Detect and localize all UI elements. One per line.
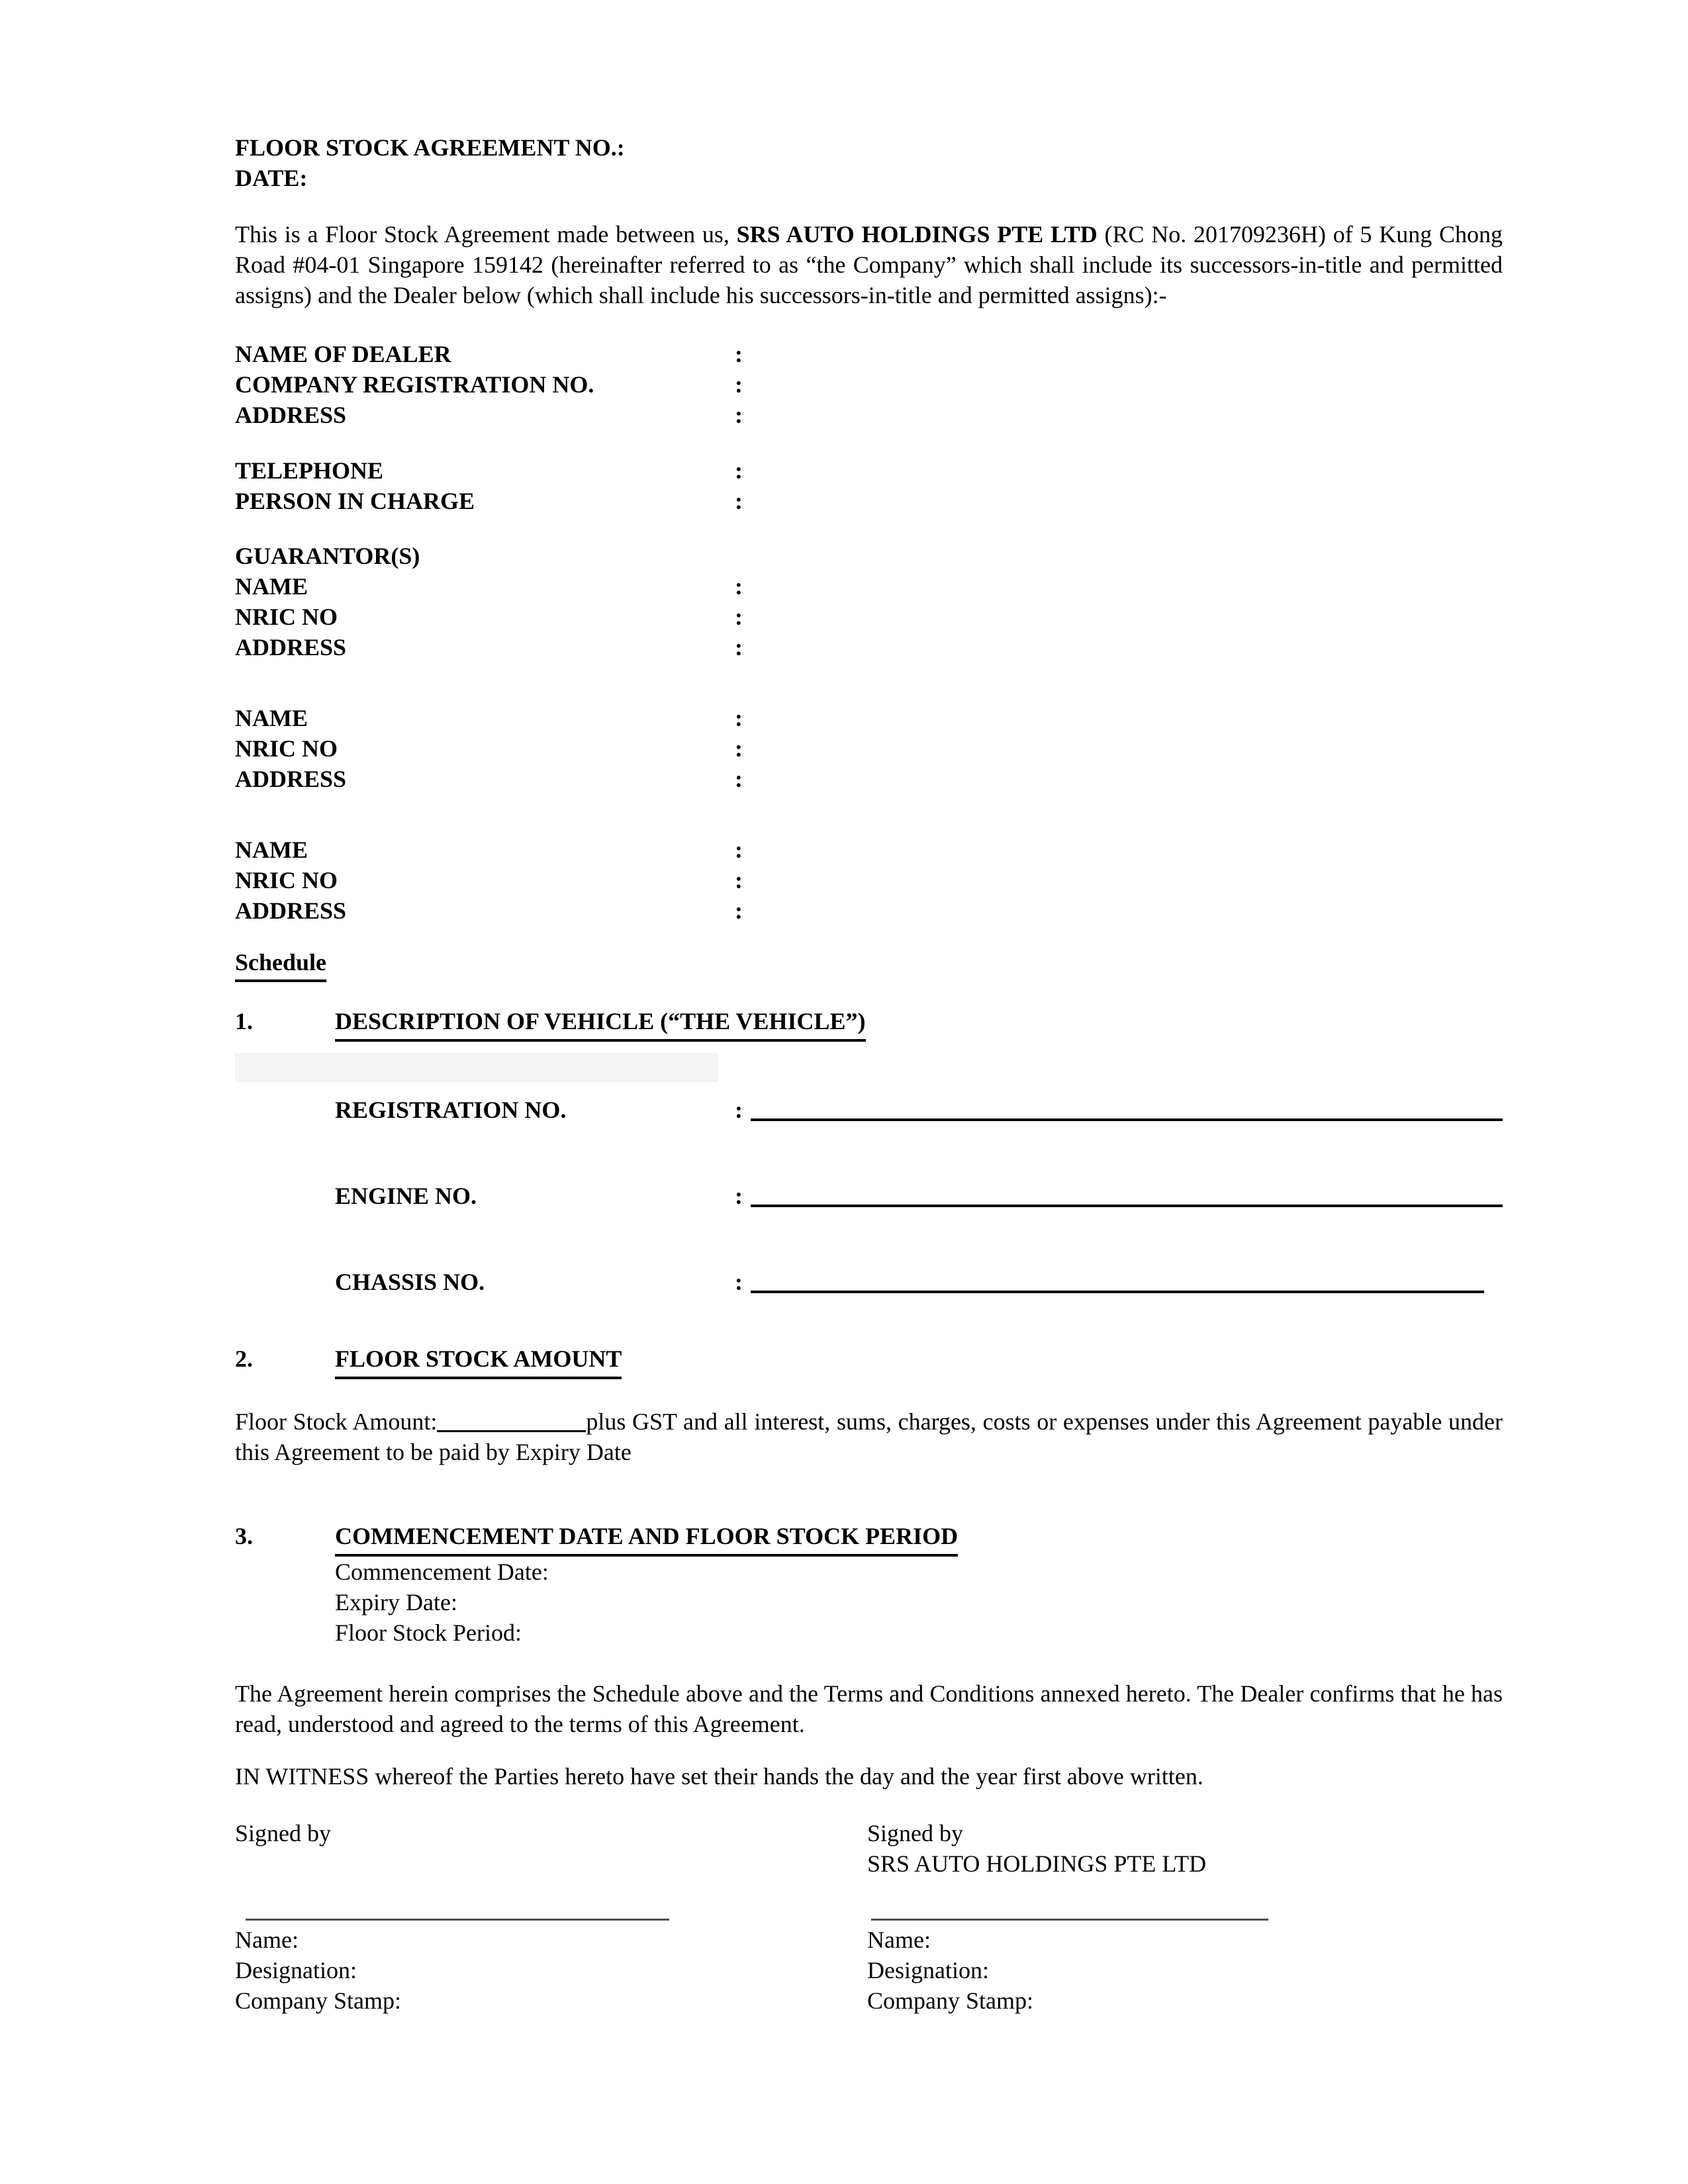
field-label: TELEPHONE [235, 457, 384, 484]
company-name-signature: SRS AUTO HOLDINGS PTE LTD [867, 1850, 1207, 1877]
colon: : [735, 341, 743, 367]
section-title: DESCRIPTION OF VEHICLE (“THE VEHICLE”) [335, 1006, 866, 1042]
colon: : [735, 457, 743, 484]
dealer-field-row [235, 400, 1503, 430]
guarantor-field-row [235, 703, 1503, 733]
guarantor-field-row [235, 632, 1503, 662]
signature-labels-row [235, 1925, 1503, 2016]
field-underline [751, 1095, 1503, 1121]
company-stamp-label: Company Stamp: [867, 1987, 1033, 2014]
field-label: ADDRESS [235, 897, 347, 924]
section-title: COMMENCEMENT DATE AND FLOOR STOCK PERIOD [335, 1521, 958, 1557]
guarantor-field-row [235, 571, 1503, 602]
guarantor-block [235, 835, 1503, 926]
dealer-field-row [235, 369, 1503, 400]
dealer-field-row [235, 339, 1503, 369]
signature-line-right [871, 1919, 1268, 1921]
dealer-field-row [235, 486, 1503, 516]
floor-stock-period-line: Floor Stock Period: [335, 1619, 522, 1646]
field-underline [751, 1267, 1484, 1293]
field-label: NAME [235, 573, 308, 600]
section-1-heading [235, 1006, 1503, 1042]
field-label: ADDRESS [235, 766, 347, 792]
colon: : [735, 766, 743, 792]
signed-by-right [867, 1818, 1503, 1879]
colon: : [735, 867, 743, 893]
vehicle-field-row [335, 1181, 1503, 1211]
guarantor-field-row [235, 733, 1503, 764]
colon: : [735, 735, 743, 762]
field-label: CHASSIS NO. [335, 1269, 485, 1295]
section-title: FLOOR STOCK AMOUNT [335, 1343, 622, 1379]
field-label: NRIC NO [235, 735, 338, 762]
date-line: DATE: [235, 165, 308, 191]
intro-pre: This is a Floor Stock Agreement made between us, [235, 221, 737, 248]
commencement-date-line: Commencement Date: [335, 1559, 549, 1585]
field-label: ENGINE NO. [335, 1183, 477, 1209]
floor-stock-amount-paragraph [235, 1406, 1503, 1467]
name-label: Name: [867, 1927, 931, 1953]
signed-by-row [235, 1818, 1503, 1879]
field-label: ADDRESS [235, 634, 347, 660]
guarantor-field-row [235, 865, 1503, 895]
colon: : [735, 897, 743, 924]
schedule-heading: Schedule [235, 947, 326, 982]
agreement-no-line: FLOOR STOCK AGREEMENT NO.: [235, 134, 625, 161]
section-2-heading [235, 1343, 1503, 1379]
signed-by-left: Signed by [235, 1820, 332, 1846]
field-label: COMPANY REGISTRATION NO. [235, 371, 594, 398]
colon: : [735, 1269, 743, 1295]
signature-lines-row [235, 1919, 1503, 1921]
colon: : [735, 573, 743, 600]
colon: : [735, 1183, 743, 1209]
redacted-area [235, 1053, 718, 1082]
field-underline [751, 1181, 1503, 1207]
field-label: NAME [235, 837, 308, 863]
dealer-field-row [235, 455, 1503, 486]
vehicle-field-row [335, 1267, 1503, 1297]
amount-label: Floor Stock Amount: [235, 1408, 438, 1435]
designation-label: Designation: [867, 1957, 989, 1983]
section-number: 2. [235, 1345, 253, 1372]
guarantor-field-row [235, 764, 1503, 794]
colon: : [735, 634, 743, 660]
company-stamp-label: Company Stamp: [235, 1987, 401, 2014]
vehicle-field-row [335, 1095, 1503, 1125]
in-witness-paragraph: IN WITNESS whereof the Parties hereto have set their hands the day and the year first above written. [235, 1763, 1203, 1790]
section-number: 3. [235, 1523, 253, 1549]
colon: : [735, 837, 743, 863]
guarantor-field-row [235, 835, 1503, 865]
expiry-date-line: Expiry Date: [335, 1589, 457, 1615]
guarantor-block [235, 703, 1503, 794]
signature-line-left [246, 1919, 669, 1921]
field-label: NRIC NO [235, 604, 338, 630]
field-label: NAME [235, 705, 308, 731]
designation-label: Designation: [235, 1957, 357, 1983]
section-3-heading [235, 1521, 1503, 1557]
colon: : [735, 705, 743, 731]
signature-labels-left [235, 1925, 867, 2016]
guarantor-block [235, 571, 1503, 662]
intro-post: (RC No. 201709236H) of 5 Kung Chong Road #04-01 Singapore 159142 (hereinafter referred to as “the Company” which shall include its successors-in-title and permitted assigns) and the Dealer below (which shall include his successors-in-title and permitted assigns):- [235, 221, 1503, 308]
colon: : [735, 1097, 743, 1123]
field-label: NAME OF DEALER [235, 341, 451, 367]
amount-rest: plus GST and all interest, sums, charges, costs or expenses under this Agreement payable under this Agreement to be paid by Expiry Date [235, 1408, 1503, 1465]
field-label: ADDRESS [235, 402, 347, 428]
colon: : [735, 604, 743, 630]
colon: : [735, 488, 743, 514]
field-label: PERSON IN CHARGE [235, 488, 475, 514]
guarantor-field-row [235, 602, 1503, 632]
amount-blank-underline [437, 1430, 586, 1432]
signature-labels-right [867, 1925, 1503, 2016]
company-name: SRS AUTO HOLDINGS PTE LTD [736, 221, 1098, 248]
agreement-comprises-paragraph: The Agreement herein comprises the Schedule above and the Terms and Conditions annexed hereto. The Dealer confirms that he has read, understood and agreed to the terms of this Agreement. [235, 1680, 1503, 1737]
guarantor-field-row [235, 895, 1503, 926]
colon: : [735, 402, 743, 428]
name-label: Name: [235, 1927, 299, 1953]
guarantors-heading: GUARANTOR(S) [235, 543, 420, 569]
intro-paragraph [235, 219, 1503, 310]
section-number: 1. [235, 1008, 253, 1034]
field-label: REGISTRATION NO. [335, 1097, 567, 1123]
colon: : [735, 371, 743, 398]
signed-by-right-label: Signed by [867, 1820, 964, 1846]
field-label: NRIC NO [235, 867, 338, 893]
